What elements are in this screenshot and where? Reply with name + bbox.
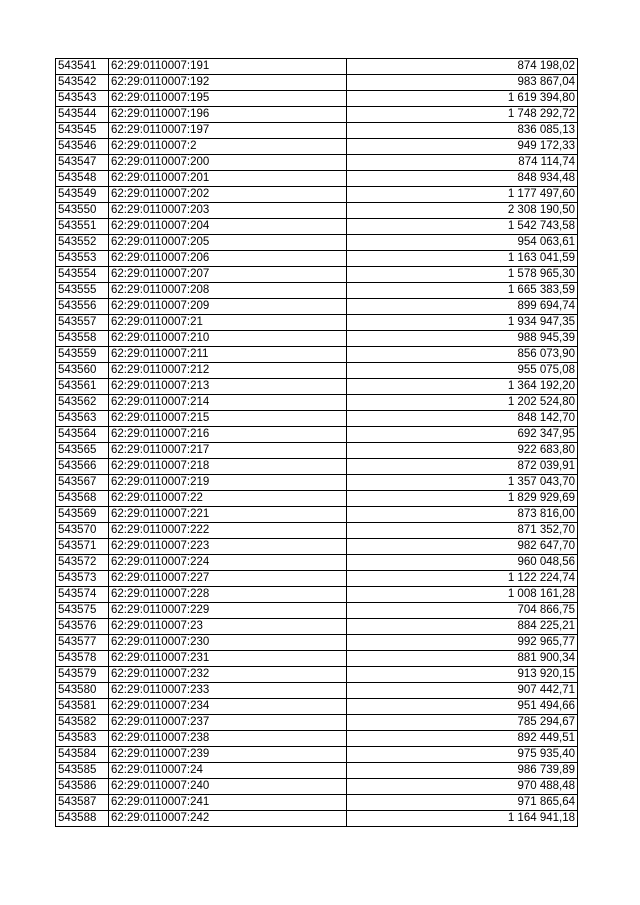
cadastral-number-cell: 62:29:0110007:217 (109, 443, 347, 459)
cadastral-number-cell: 62:29:0110007:219 (109, 475, 347, 491)
table-row (56, 635, 578, 651)
cadastral-number-cell: 62:29:0110007:203 (109, 203, 347, 219)
cadastral-number-cell: 62:29:0110007:242 (109, 811, 347, 827)
row-number-cell: 543570 (56, 523, 109, 539)
row-number-cell: 543563 (56, 411, 109, 427)
table-row (56, 203, 578, 219)
cadastral-number-cell: 62:29:0110007:216 (109, 427, 347, 443)
cadastral-value-cell: 922 683,80 (347, 443, 578, 459)
cadastral-value-cell: 874 114,74 (347, 155, 578, 171)
cadastral-number-cell: 62:29:0110007:202 (109, 187, 347, 203)
cadastral-value-cell: 951 494,66 (347, 699, 578, 715)
table-row (56, 491, 578, 507)
cadastral-value-cell: 692 347,95 (347, 427, 578, 443)
cadastral-number-cell: 62:29:0110007:204 (109, 219, 347, 235)
table-row (56, 475, 578, 491)
table-row (56, 747, 578, 763)
table-row (56, 763, 578, 779)
table-row (56, 731, 578, 747)
row-number-cell: 543568 (56, 491, 109, 507)
row-number-cell: 543567 (56, 475, 109, 491)
cadastral-value-cell: 1 122 224,74 (347, 571, 578, 587)
cadastral-number-cell: 62:29:0110007:205 (109, 235, 347, 251)
cadastral-value-cell: 836 085,13 (347, 123, 578, 139)
cadastral-value-cell: 871 352,70 (347, 523, 578, 539)
cadastral-number-cell: 62:29:0110007:191 (109, 59, 347, 75)
table-row (56, 459, 578, 475)
cadastral-value-cell: 1 163 041,59 (347, 251, 578, 267)
cadastral-value-cell: 892 449,51 (347, 731, 578, 747)
row-number-cell: 543562 (56, 395, 109, 411)
cadastral-value-cell: 873 816,00 (347, 507, 578, 523)
row-number-cell: 543542 (56, 75, 109, 91)
cadastral-number-cell: 62:29:0110007:195 (109, 91, 347, 107)
table-row (56, 539, 578, 555)
row-number-cell: 543576 (56, 619, 109, 635)
row-number-cell: 543579 (56, 667, 109, 683)
cadastral-value-cell: 1 364 192,20 (347, 379, 578, 395)
row-number-cell: 543556 (56, 299, 109, 315)
cadastral-value-cell: 872 039,91 (347, 459, 578, 475)
table-body (56, 59, 578, 827)
cadastral-number-cell: 62:29:0110007:218 (109, 459, 347, 475)
cadastral-number-cell: 62:29:0110007:240 (109, 779, 347, 795)
table-row (56, 59, 578, 75)
row-number-cell: 543551 (56, 219, 109, 235)
cadastral-value-cell: 1 542 743,58 (347, 219, 578, 235)
cadastral-value-cell: 1 164 941,18 (347, 811, 578, 827)
row-number-cell: 543585 (56, 763, 109, 779)
table-row (56, 267, 578, 283)
cadastral-number-cell: 62:29:0110007:206 (109, 251, 347, 267)
cadastral-number-cell: 62:29:0110007:228 (109, 587, 347, 603)
cadastral-number-cell: 62:29:0110007:224 (109, 555, 347, 571)
cadastral-number-cell: 62:29:0110007:241 (109, 795, 347, 811)
table-row (56, 331, 578, 347)
cadastral-number-cell: 62:29:0110007:196 (109, 107, 347, 123)
table-row (56, 699, 578, 715)
table-row (56, 107, 578, 123)
table-row (56, 347, 578, 363)
row-number-cell: 543577 (56, 635, 109, 651)
cadastral-value-cell: 1 665 383,59 (347, 283, 578, 299)
table-row (56, 395, 578, 411)
cadastral-value-cell: 913 920,15 (347, 667, 578, 683)
table-row (56, 379, 578, 395)
cadastral-number-cell: 62:29:0110007:197 (109, 123, 347, 139)
table-row (56, 235, 578, 251)
row-number-cell: 543564 (56, 427, 109, 443)
cadastral-value-cell: 1 934 947,35 (347, 315, 578, 331)
cadastral-number-cell: 62:29:0110007:221 (109, 507, 347, 523)
cadastral-number-cell: 62:29:0110007:237 (109, 715, 347, 731)
cadastral-number-cell: 62:29:0110007:232 (109, 667, 347, 683)
row-number-cell: 543546 (56, 139, 109, 155)
cadastral-number-cell: 62:29:0110007:22 (109, 491, 347, 507)
row-number-cell: 543544 (56, 107, 109, 123)
cadastral-number-cell: 62:29:0110007:207 (109, 267, 347, 283)
row-number-cell: 543552 (56, 235, 109, 251)
table-row (56, 811, 578, 827)
cadastral-value-cell: 1 357 043,70 (347, 475, 578, 491)
row-number-cell: 543574 (56, 587, 109, 603)
table-row (56, 651, 578, 667)
table-row (56, 795, 578, 811)
table-row (56, 315, 578, 331)
row-number-cell: 543566 (56, 459, 109, 475)
cadastral-number-cell: 62:29:0110007:210 (109, 331, 347, 347)
cadastral-value-cell: 907 442,71 (347, 683, 578, 699)
cadastral-value-cell: 848 934,48 (347, 171, 578, 187)
cadastral-value-cell: 1 748 292,72 (347, 107, 578, 123)
table-row (56, 507, 578, 523)
row-number-cell: 543580 (56, 683, 109, 699)
table-row (56, 91, 578, 107)
cadastral-value-cell: 848 142,70 (347, 411, 578, 427)
cadastral-number-cell: 62:29:0110007:2 (109, 139, 347, 155)
cadastral-value-cell: 2 308 190,50 (347, 203, 578, 219)
row-number-cell: 543554 (56, 267, 109, 283)
cadastral-number-cell: 62:29:0110007:231 (109, 651, 347, 667)
cadastral-value-cell: 954 063,61 (347, 235, 578, 251)
table-row (56, 603, 578, 619)
table-row (56, 443, 578, 459)
row-number-cell: 543571 (56, 539, 109, 555)
row-number-cell: 543550 (56, 203, 109, 219)
row-number-cell: 543543 (56, 91, 109, 107)
row-number-cell: 543548 (56, 171, 109, 187)
cadastral-value-cell: 856 073,90 (347, 347, 578, 363)
table-row (56, 251, 578, 267)
table-row (56, 139, 578, 155)
cadastral-number-cell: 62:29:0110007:222 (109, 523, 347, 539)
cadastral-value-cell: 988 945,39 (347, 331, 578, 347)
cadastral-value-cell: 975 935,40 (347, 747, 578, 763)
cadastral-value-cell: 899 694,74 (347, 299, 578, 315)
cadastral-value-cell: 881 900,34 (347, 651, 578, 667)
table-row (56, 779, 578, 795)
cadastral-number-cell: 62:29:0110007:223 (109, 539, 347, 555)
table-row (56, 171, 578, 187)
table-row (56, 283, 578, 299)
row-number-cell: 543587 (56, 795, 109, 811)
cadastral-number-cell: 62:29:0110007:239 (109, 747, 347, 763)
cadastral-number-cell: 62:29:0110007:229 (109, 603, 347, 619)
row-number-cell: 543541 (56, 59, 109, 75)
cadastral-value-cell: 949 172,33 (347, 139, 578, 155)
row-number-cell: 543545 (56, 123, 109, 139)
cadastral-value-cell: 704 866,75 (347, 603, 578, 619)
row-number-cell: 543575 (56, 603, 109, 619)
table-row (56, 75, 578, 91)
table-row (56, 683, 578, 699)
cadastral-number-cell: 62:29:0110007:200 (109, 155, 347, 171)
cadastral-value-cell: 955 075,08 (347, 363, 578, 379)
cadastral-value-cell: 1 202 524,80 (347, 395, 578, 411)
table-row (56, 411, 578, 427)
cadastral-value-cell: 1 578 965,30 (347, 267, 578, 283)
cadastral-value-cell: 884 225,21 (347, 619, 578, 635)
table-row (56, 555, 578, 571)
row-number-cell: 543547 (56, 155, 109, 171)
cadastral-value-cell: 982 647,70 (347, 539, 578, 555)
row-number-cell: 543572 (56, 555, 109, 571)
table-row (56, 155, 578, 171)
cadastral-value-cell: 970 488,48 (347, 779, 578, 795)
row-number-cell: 543559 (56, 347, 109, 363)
cadastral-number-cell: 62:29:0110007:213 (109, 379, 347, 395)
row-number-cell: 543553 (56, 251, 109, 267)
row-number-cell: 543573 (56, 571, 109, 587)
cadastral-number-cell: 62:29:0110007:238 (109, 731, 347, 747)
row-number-cell: 543588 (56, 811, 109, 827)
row-number-cell: 543560 (56, 363, 109, 379)
cadastral-value-cell: 785 294,67 (347, 715, 578, 731)
cadastral-value-cell: 960 048,56 (347, 555, 578, 571)
row-number-cell: 543578 (56, 651, 109, 667)
cadastral-number-cell: 62:29:0110007:208 (109, 283, 347, 299)
cadastral-number-cell: 62:29:0110007:227 (109, 571, 347, 587)
table-row (56, 219, 578, 235)
row-number-cell: 543558 (56, 331, 109, 347)
cadastral-number-cell: 62:29:0110007:214 (109, 395, 347, 411)
row-number-cell: 543584 (56, 747, 109, 763)
table-row (56, 187, 578, 203)
row-number-cell: 543582 (56, 715, 109, 731)
table-row (56, 571, 578, 587)
cadastral-number-cell: 62:29:0110007:24 (109, 763, 347, 779)
cadastral-number-cell: 62:29:0110007:21 (109, 315, 347, 331)
table-row (56, 715, 578, 731)
cadastral-value-cell: 1 619 394,80 (347, 91, 578, 107)
cadastral-number-cell: 62:29:0110007:23 (109, 619, 347, 635)
table-row (56, 363, 578, 379)
table-row (56, 619, 578, 635)
row-number-cell: 543555 (56, 283, 109, 299)
cadastral-number-cell: 62:29:0110007:209 (109, 299, 347, 315)
table-row (56, 523, 578, 539)
cadastral-value-cell: 1 008 161,28 (347, 587, 578, 603)
table-row (56, 427, 578, 443)
cadastral-value-cell: 983 867,04 (347, 75, 578, 91)
cadastral-number-cell: 62:29:0110007:212 (109, 363, 347, 379)
cadastral-value-cell: 1 829 929,69 (347, 491, 578, 507)
table-row (56, 299, 578, 315)
table-row (56, 587, 578, 603)
table-row (56, 667, 578, 683)
cadastral-value-cell: 992 965,77 (347, 635, 578, 651)
cadastral-number-cell: 62:29:0110007:233 (109, 683, 347, 699)
row-number-cell: 543565 (56, 443, 109, 459)
row-number-cell: 543581 (56, 699, 109, 715)
table-row (56, 123, 578, 139)
cadastral-number-cell: 62:29:0110007:192 (109, 75, 347, 91)
cadastral-number-cell: 62:29:0110007:230 (109, 635, 347, 651)
cadastral-value-cell: 874 198,02 (347, 59, 578, 75)
row-number-cell: 543586 (56, 779, 109, 795)
row-number-cell: 543561 (56, 379, 109, 395)
cadastral-number-cell: 62:29:0110007:211 (109, 347, 347, 363)
cadastral-number-cell: 62:29:0110007:215 (109, 411, 347, 427)
row-number-cell: 543583 (56, 731, 109, 747)
row-number-cell: 543569 (56, 507, 109, 523)
cadastral-number-cell: 62:29:0110007:234 (109, 699, 347, 715)
cadastral-value-cell: 986 739,89 (347, 763, 578, 779)
cadastral-value-cell: 1 177 497,60 (347, 187, 578, 203)
row-number-cell: 543557 (56, 315, 109, 331)
row-number-cell: 543549 (56, 187, 109, 203)
cadastre-value-table (55, 58, 578, 827)
cadastral-number-cell: 62:29:0110007:201 (109, 171, 347, 187)
cadastral-value-cell: 971 865,64 (347, 795, 578, 811)
